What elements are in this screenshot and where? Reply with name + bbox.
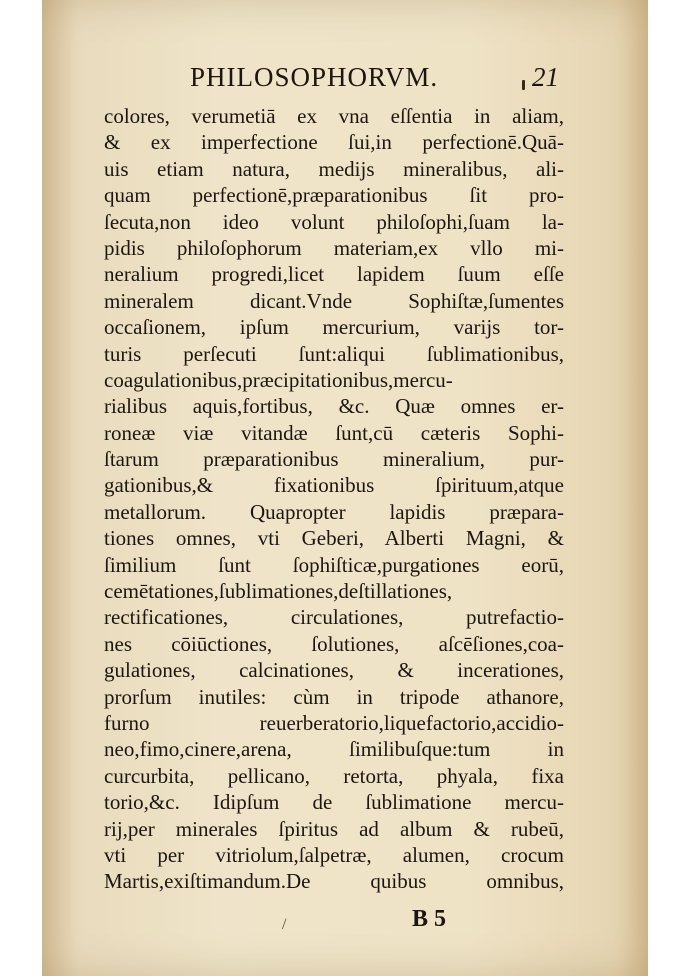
book-page <box>42 0 648 976</box>
text-line: occaſionem, ipſum mercurium, varijs tor- <box>104 315 564 340</box>
text-line: neralium progredi,licet lapidem ſuum eſſe <box>104 262 564 287</box>
text-line: & ex imperfectione ſui,in perfectionē.Quā- <box>104 130 564 155</box>
page-header <box>42 62 648 102</box>
text-line: metallorum. Quapropter lapidis præpara- <box>104 499 564 524</box>
text-line: torio,&c. Idipſum de ſublimatione mercu- <box>104 790 564 815</box>
text-line: Martis,exiſtimandum.De quibus omnibus, <box>104 869 564 894</box>
text-line: ſtarum præparationibus mineralium, pur- <box>104 447 564 472</box>
text-line: rialibus aquis,fortibus, &c. Quæ omnes er- <box>104 394 564 419</box>
text-line: furno reuerberatorio,liquefactorio,accidio- <box>104 710 564 735</box>
text-line: mineralem dicant.Vnde Sophiſtæ,ſumentes <box>104 288 564 313</box>
text-line: prorſum inutiles: cùm in tripode athanore, <box>104 684 564 709</box>
page-footer <box>42 906 648 940</box>
text-line: ſecuta,non ideo volunt philoſophi,ſuam la- <box>104 209 564 234</box>
text-line: tiones omnes, vti Geberi, Alberti Magni, & <box>104 526 564 551</box>
text-line: pidis philoſophorum materiam,ex vllo mi- <box>104 235 564 260</box>
text-line: curcurbita, pellicano, retorta, phyala, fixa <box>104 763 564 788</box>
signature-mark: B 5 <box>412 906 447 932</box>
text-line: gulationes, calcinationes, & incerationes, <box>104 658 564 683</box>
page-number: 21 <box>532 62 559 92</box>
text-line: cemētationes,ſublimationes,deſtillationes, <box>104 579 453 604</box>
text-line: gationibus,& fixationibus ſpirituum,atque <box>104 473 564 498</box>
text-line: neo,fimo,cinere,arena, ſimilibuſque:tum in <box>104 737 564 762</box>
running-title: PHILOSOPHORVM. <box>190 62 439 92</box>
text-line: uis etiam natura, medijs mineralibus, ali- <box>104 156 564 181</box>
text-line: rectificationes, circulationes, putrefactio- <box>104 605 564 630</box>
text-line: rij,per minerales ſpiritus ad album & rubeū, <box>104 816 564 841</box>
text-line: ſimilium ſunt ſophiſticæ,purgationes eorū, <box>104 552 564 577</box>
text-line: colores, verumetiā ex vna eſſentia in aliam, <box>104 104 564 128</box>
footer-mark: / <box>282 916 287 933</box>
text-line: nes cōiūctiones, ſolutiones, aſcēſiones,coa- <box>104 631 564 656</box>
ink-speck <box>522 80 525 90</box>
body-text <box>104 103 564 895</box>
text-line: quam perfectionē,præparationibus ſit pro- <box>104 183 564 208</box>
text-line: turis perſecuti ſunt:aliqui ſublimationibus, <box>104 341 564 366</box>
text-line: vti per vitriolum,ſalpetræ, alumen, crocum <box>104 842 564 867</box>
text-line: roneæ viæ vitandæ ſunt,cū cæteris Sophi- <box>104 420 564 445</box>
text-line: coagulationibus,præcipitationibus,mercu- <box>104 367 453 392</box>
